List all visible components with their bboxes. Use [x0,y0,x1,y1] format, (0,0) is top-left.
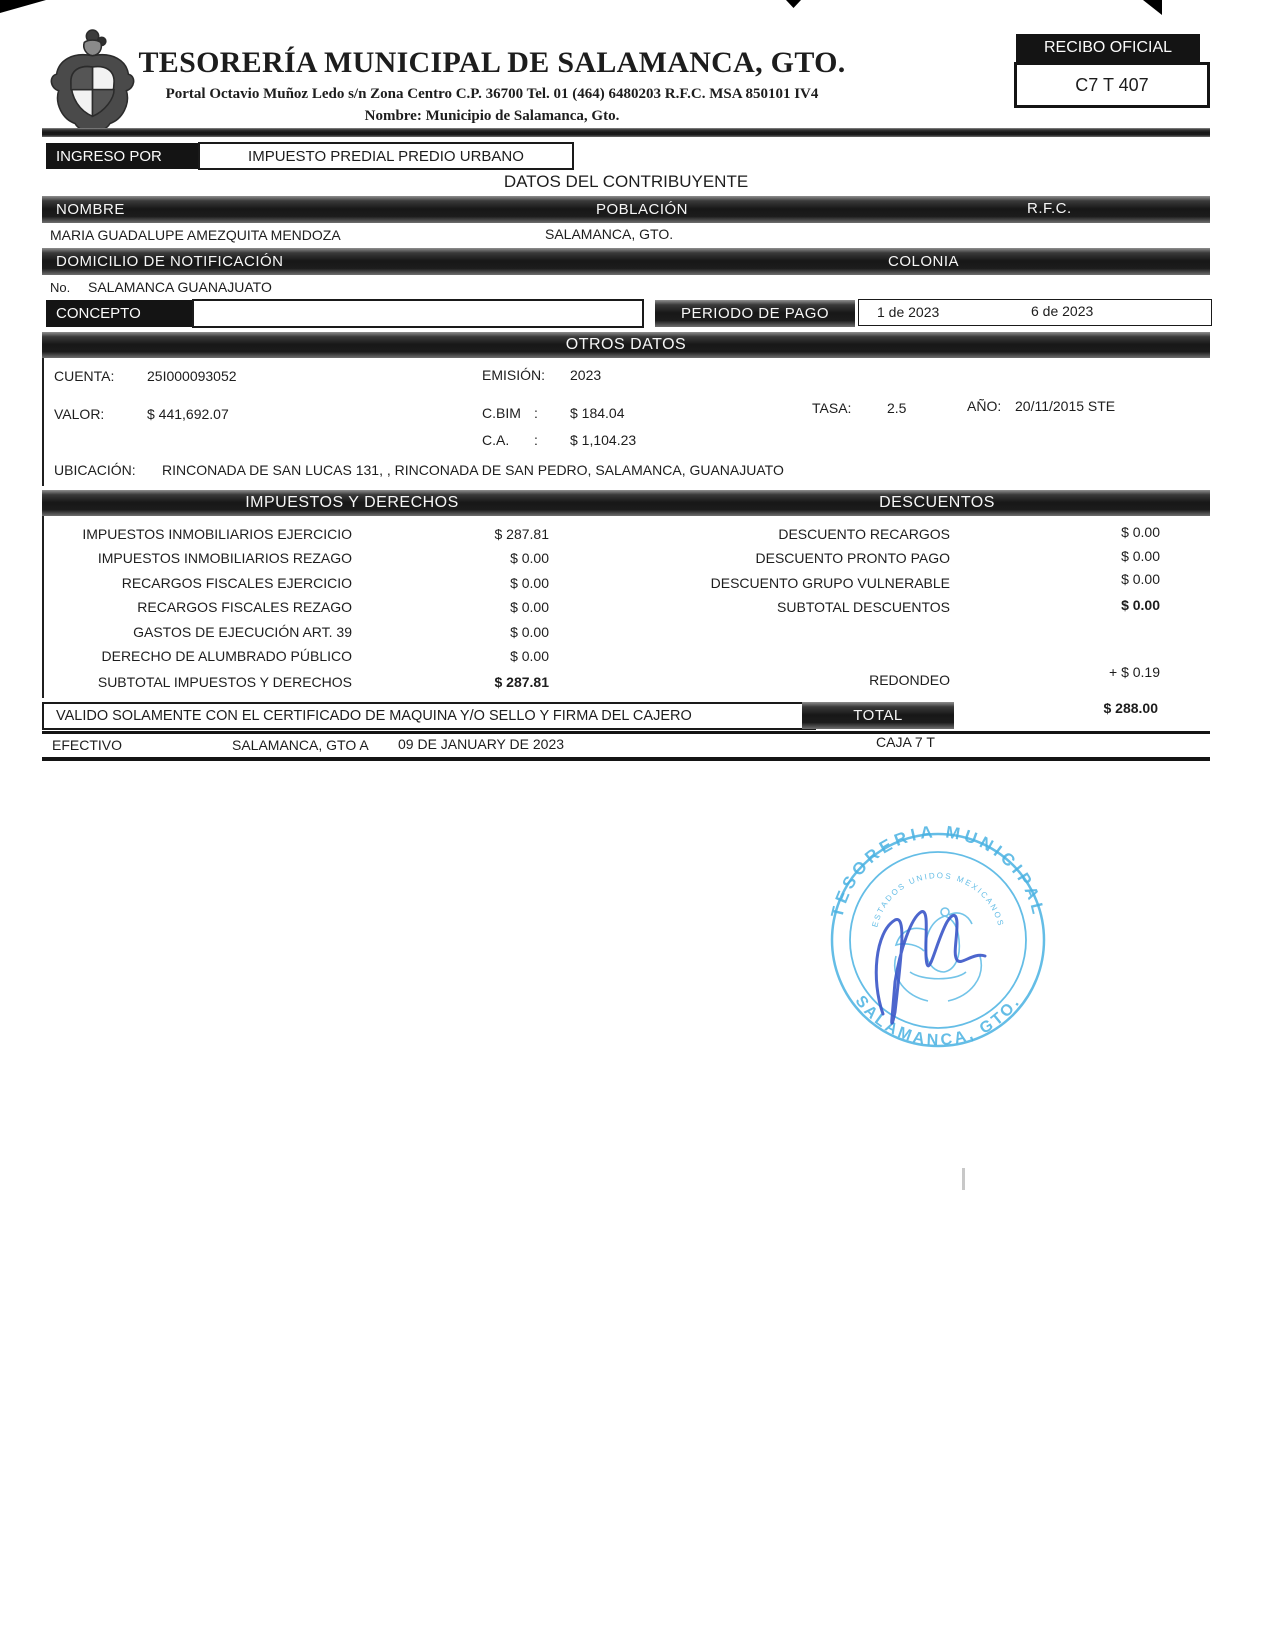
impuestos-title: IMPUESTOS Y DERECHOS [245,494,459,511]
descuento-row-value: $ 0.00 [1121,524,1160,540]
scan-artifact [0,0,46,13]
scan-speck [962,1168,965,1190]
descuentos-subtotal-value: $ 0.00 [1121,597,1160,613]
domicilio-value: SALAMANCA GUANAJUATO [88,279,272,295]
impuesto-row-label: GASTOS DE EJECUCIÓN ART. 39 [133,624,352,640]
ingreso-por-label-box [46,143,204,169]
valor-label: VALOR: [54,406,105,422]
concepto-value-box [192,299,644,328]
descuentos-subtotal-label: SUBTOTAL DESCUENTOS [777,599,950,615]
nombre-value: MARIA GUADALUPE AMEZQUITA MENDOZA [50,227,341,243]
impuesto-row-value: $ 0.00 [510,550,549,566]
redondeo-value: + $ 0.19 [1109,664,1160,680]
ca-value: $ 1,104.23 [570,432,637,448]
lugar: SALAMANCA, GTO A [232,737,369,753]
impuesto-row-label: IMPUESTOS INMOBILIARIOS EJERCICIO [82,526,352,542]
emision-label: EMISIÓN: [482,367,546,383]
domicilio-header-bar [42,248,1210,275]
descuento-row-label: DESCUENTO GRUPO VULNERABLE [710,575,950,591]
ubicacion-value: RINCONADA DE SAN LUCAS 131, , RINCONADA DE SAN PEDRO, SALAMANCA, GUANAJUATO [162,462,784,478]
office-name-line: Nombre: Municipio de Salamanca, Gto. [364,108,620,124]
descuentos-title: DESCUENTOS [879,494,995,511]
impuestos-subtotal-label: SUBTOTAL IMPUESTOS Y DERECHOS [97,674,352,690]
cashier-signature [845,862,1020,1037]
poblacion-value: SALAMANCA, GTO. [545,226,674,242]
periodo-desde: 1 de 2023 [877,304,940,320]
ubicacion-label: UBICACIÓN: [54,462,136,478]
rfc-label: R.F.C. [1027,200,1072,217]
stamp-bottom-text: SALAMANCA, GTO. [851,992,1025,1050]
cbim-value: $ 184.04 [570,405,625,421]
page-title: TESORERÍA MUNICIPAL DE SALAMANCA, GTO. [138,46,846,79]
impuesto-row-value: $ 0.00 [510,624,549,640]
section-title-contribuyente: DATOS DEL CONTRIBUYENTE [503,172,749,191]
scan-artifact [786,0,801,8]
impuesto-row-label: IMPUESTOS INMOBILIARIOS REZAGO [97,550,352,566]
tasa-label: TASA: [812,400,852,416]
charges-header-bar [42,490,1210,516]
periodo-values-box [858,299,1212,326]
receipt-type-label: RECIBO OFICIAL [1043,39,1173,56]
total-label: TOTAL [853,707,903,724]
receipt-number: C7 T 407 [1075,74,1149,95]
anio-label: AÑO: [967,398,1002,414]
cuenta-value: 25I000093052 [147,368,237,384]
descuento-row-value: $ 0.00 [1121,548,1160,564]
domicilio-label: DOMICILIO DE NOTIFICACIÓN [56,253,284,270]
tasa-value: 2.5 [887,400,907,416]
periodo-label: PERIODO DE PAGO [680,305,830,322]
concepto-label-box [46,300,200,327]
ingreso-por-value: IMPUESTO PREDIAL PREDIO URBANO [248,147,524,165]
descuento-row-label: DESCUENTO RECARGOS [778,526,950,542]
stamp-inner-ring-text: ESTADOS UNIDOS MEXICANOS [870,870,1006,929]
charges-table-box [42,516,1212,698]
ca-label: C.A. [482,432,510,448]
footer-line-top [42,731,1210,734]
impuesto-row-label: DERECHO DE ALUMBRADO PÚBLICO [101,648,352,664]
nombre-label: NOMBRE [56,201,125,218]
redondeo-label: REDONDEO [869,672,950,688]
valor-value: $ 441,692.07 [147,406,229,422]
receipt-type-badge [1016,34,1200,62]
impuesto-row-value: $ 287.81 [494,526,549,542]
no-label: No. [50,280,71,295]
office-address: Portal Octavio Muñoz Ledo s/n Zona Centro C.P. 36700 Tel. 01 (464) 6480203 R.F.C. MSA 850101 IV4 [165,86,819,102]
receipt-number-box [1014,62,1210,108]
descuento-row-value: $ 0.00 [1121,571,1160,587]
scan-artifact [1143,0,1162,15]
periodo-hasta: 6 de 2023 [1031,303,1094,319]
footer-line-bottom [42,757,1210,761]
impuesto-row-value: $ 0.00 [510,599,549,615]
impuestos-subtotal-value: $ 287.81 [494,674,549,690]
total-value: $ 288.00 [1103,700,1158,716]
forma-pago: EFECTIVO [52,737,123,753]
impuesto-row-value: $ 0.00 [510,648,549,664]
stamp-top-text: TESORERIA MUNICIPAL [827,822,1049,920]
poblacion-label: POBLACIÓN [595,201,689,218]
valido-note-box [42,702,816,730]
valido-note: VALIDO SOLAMENTE CON EL CERTIFICADO DE MAQUINA Y/O SELLO Y FIRMA DEL CAJERO [56,708,692,724]
concepto-label: CONCEPTO [56,305,141,322]
impuesto-row-label: RECARGOS FISCALES EJERCICIO [121,575,352,591]
otros-datos-bar [42,332,1210,358]
descuento-row-label: DESCUENTO PRONTO PAGO [755,550,950,566]
otros-datos-box [42,358,1212,486]
contribuyente-header-bar [42,196,1210,223]
impuesto-row-label: RECARGOS FISCALES REZAGO [137,599,352,615]
cuenta-label: CUENTA: [54,368,115,384]
ingreso-por-value-box [198,142,574,170]
header-divider [42,128,1210,137]
ca-colon: : [534,432,538,448]
caja: CAJA 7 T [876,734,935,750]
fecha: 09 DE JANUARY DE 2023 [398,736,565,752]
emision-value: 2023 [570,367,602,383]
cbim-colon: : [534,405,538,421]
colonia-label: COLONIA [888,253,960,270]
anio-value: 20/11/2015 STE [1015,398,1116,414]
periodo-label-box [655,300,855,327]
otros-datos-title: OTROS DATOS [565,336,687,353]
impuesto-row-value: $ 0.00 [510,575,549,591]
total-label-box [802,702,954,729]
ingreso-por-label: INGRESO POR [56,147,162,165]
cbim-label: C.BIM [482,405,521,421]
